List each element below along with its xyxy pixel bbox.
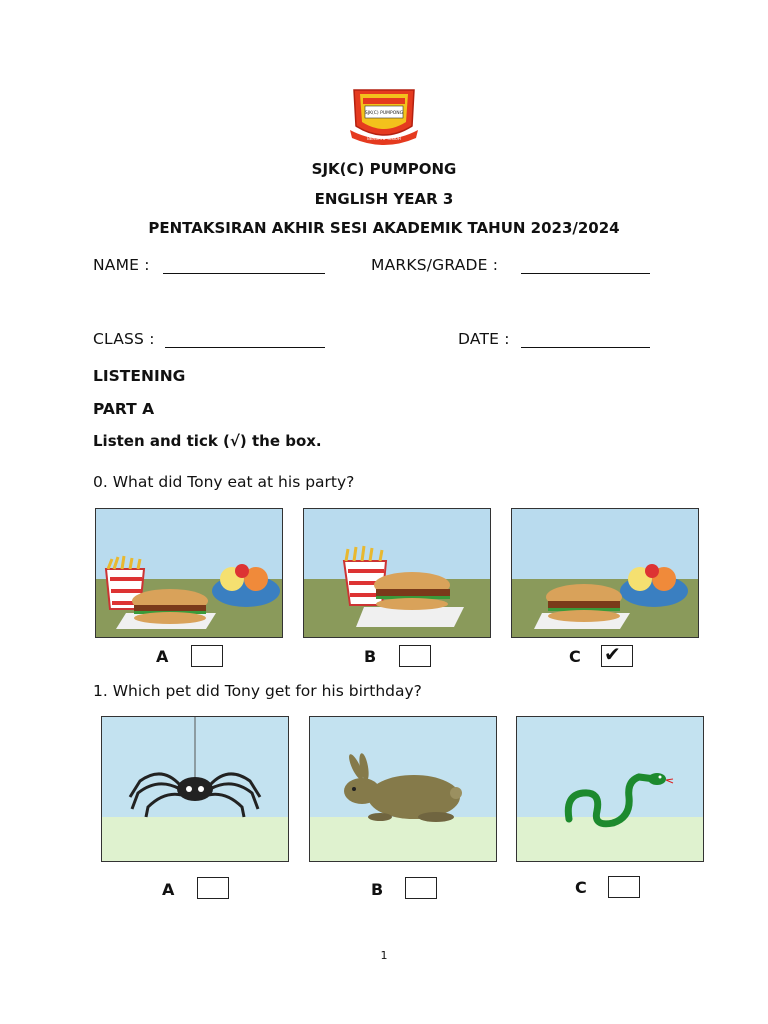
q0-option-b-letter: B: [364, 647, 377, 666]
exam-title: PENTAKSIRAN AKHIR SESI AKADEMIK TAHUN 2023/2024: [148, 219, 620, 237]
marks-label: MARKS/GRADE :: [371, 256, 499, 274]
class-field[interactable]: [165, 347, 325, 348]
q1-picture-b: [309, 716, 497, 862]
q0-picture-b: [303, 508, 491, 638]
q0-option-b-checkbox[interactable]: [399, 645, 431, 667]
part-title: PART A: [93, 400, 155, 418]
q0-picture-a: [95, 508, 283, 638]
question-0-text: 0. What did Tony eat at his party?: [93, 473, 355, 491]
q0-option-a-letter: A: [156, 647, 169, 666]
svg-text:SJK(C) PUMPONG: SJK(C) PUMPONG: [364, 111, 404, 116]
page-number: 1: [380, 949, 388, 962]
class-label: CLASS :: [93, 330, 155, 348]
school-logo: [346, 86, 422, 148]
date-field[interactable]: [521, 347, 650, 348]
svg-text:BERSATU TEGUH: BERSATU TEGUH: [367, 136, 401, 141]
q0-option-c-checkbox[interactable]: [601, 642, 633, 667]
marks-field[interactable]: [521, 273, 650, 274]
subject-title: ENGLISH YEAR 3: [314, 190, 454, 208]
q1-picture-c: [516, 716, 704, 862]
section-title: LISTENING: [93, 367, 186, 385]
q1-picture-a: [101, 716, 289, 862]
instruction: Listen and tick (√) the box.: [93, 432, 322, 450]
q1-option-a-letter: A: [162, 880, 175, 899]
q1-option-b-checkbox[interactable]: [405, 877, 437, 899]
q1-option-c-letter: C: [575, 878, 587, 897]
q1-option-a-checkbox[interactable]: [197, 877, 229, 899]
q1-option-b-letter: B: [371, 880, 384, 899]
q0-option-c-letter: C: [569, 647, 581, 666]
q0-picture-c: [511, 508, 699, 638]
check-icon: ✔: [604, 642, 621, 666]
question-1-text: 1. Which pet did Tony get for his birthday?: [93, 682, 422, 700]
name-label: NAME :: [93, 256, 150, 274]
q0-option-a-checkbox[interactable]: [191, 645, 223, 667]
date-label: DATE :: [458, 330, 510, 348]
school-name: SJK(C) PUMPONG: [311, 160, 457, 178]
name-field[interactable]: [163, 273, 325, 274]
q1-option-c-checkbox[interactable]: [608, 876, 640, 898]
